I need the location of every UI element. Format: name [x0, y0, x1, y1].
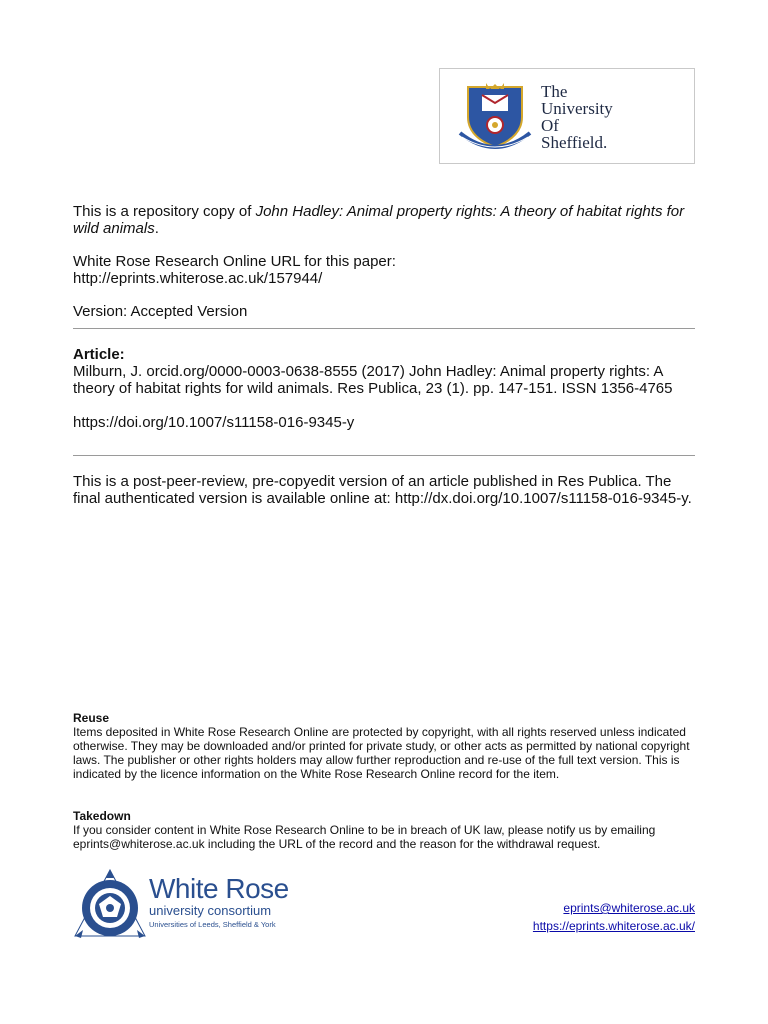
reuse-heading: Reuse — [73, 711, 110, 725]
divider — [73, 455, 695, 456]
white-rose-subtitle: university consortium — [149, 903, 272, 918]
intro-prefix: This is a repository copy of — [73, 203, 256, 220]
article-citation: Milburn, J. orcid.org/0000-0003-0638-8555 (2017) John Hadley: Animal property rights: A theory of habitat rights for wild animals. Res Publica, 23 (1). pp. 147-151. ISSN 1356-4765 — [73, 363, 673, 397]
intro-suffix: . — [154, 220, 159, 237]
takedown-text: If you consider content in White Rose Research Online to be in breach of UK law, please notify us by emailing eprints@whiterose.ac.uk including the URL of the record and the reason for the withdrawal request. — [73, 823, 656, 851]
university-name — [541, 83, 613, 151]
reuse-text: Items deposited in White Rose Research Online are protected by copyright, with all rights reserved unless indicated otherwise. They may be downloaded and/or printed for private study, or other acts as permitted by national copyright laws. The publisher or other rights holders may allow further reproduction and re-use of the full text version. This is indicated by the licence information on the White Rose Research Online record for the item. — [73, 725, 690, 781]
url-label: White Rose Research Online URL for this paper: — [73, 253, 396, 270]
paper-title: John Hadley: Animal property rights: A theory of habitat rights for wild animals — [73, 203, 685, 237]
white-rose-emblem-icon — [73, 868, 147, 940]
white-rose-universities: Universities of Leeds, Sheffield & York — [149, 920, 276, 929]
paper-url: http://eprints.whiterose.ac.uk/157944/ — [73, 270, 323, 287]
article-block — [73, 346, 698, 431]
url-block — [73, 253, 698, 287]
takedown-section — [73, 809, 698, 851]
repository-intro — [73, 203, 698, 237]
footer-links — [533, 899, 695, 935]
white-rose-logo — [73, 868, 303, 942]
university-name-line: University — [541, 99, 613, 118]
version-notice: This is a post-peer-review, pre-copyedit version of an article published in Res Publica. The final authenticated version is available online at: http://dx.doi.org/10.1007/s11158-016-9345-y. — [73, 473, 692, 507]
university-logo — [439, 68, 695, 164]
contact-email-link[interactable]: eprints@whiterose.ac.uk — [563, 901, 695, 915]
university-crest-icon — [458, 81, 532, 153]
university-name-line: Of — [541, 116, 559, 135]
takedown-heading: Takedown — [73, 809, 131, 823]
eprints-site-link[interactable]: https://eprints.whiterose.ac.uk/ — [532, 919, 695, 933]
article-doi: https://doi.org/10.1007/s11158-016-9345-y — [73, 414, 355, 431]
white-rose-wordmark — [149, 874, 289, 930]
version-label: Version: Accepted Version — [73, 303, 248, 320]
divider — [73, 328, 695, 329]
reuse-section — [73, 711, 698, 781]
university-name-line: The — [541, 82, 568, 101]
article-heading: Article: — [73, 346, 125, 363]
white-rose-brand: White Rose — [149, 873, 289, 904]
university-name-line: Sheffield. — [541, 133, 608, 152]
